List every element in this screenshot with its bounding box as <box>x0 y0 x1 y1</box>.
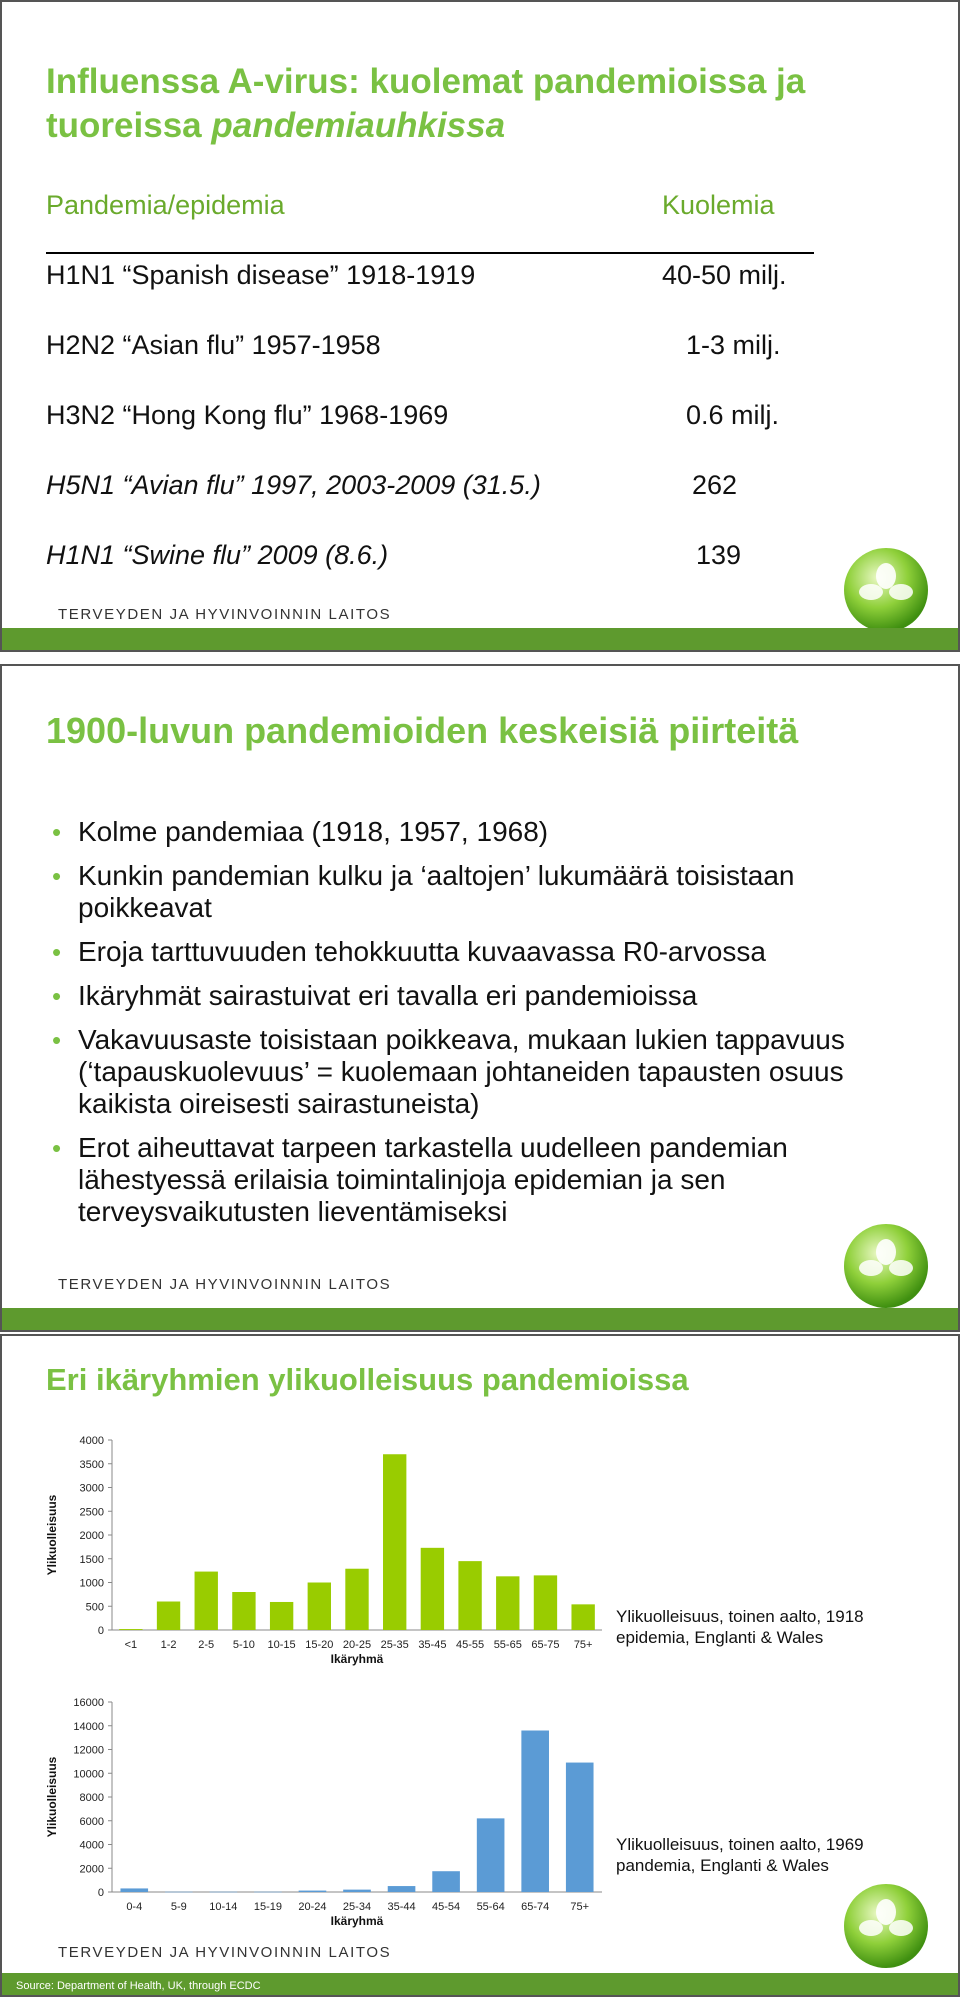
chart-1969-x-tick-label: 20-24 <box>298 1901 327 1913</box>
chart-1918-y-tick-label: 1000 <box>79 1577 104 1590</box>
slide-1-title-line1: Influenssa A-virus: kuolemat pandemioissa ja <box>46 62 806 101</box>
slide-3-title: Eri ikäryhmien ylikuolleisuus pandemioissa <box>46 1362 689 1397</box>
chart-1969-x-tick-label: 75+ <box>570 1901 590 1913</box>
source-note: Source: Department of Health, UK, through ECDC <box>16 1980 261 1992</box>
chart-1969-bar-0 <box>120 1888 148 1892</box>
chart-1918-x-tick-label: 75+ <box>573 1639 593 1651</box>
chart-1969-y-tick-label: 12000 <box>73 1744 104 1757</box>
bullet-list <box>52 816 912 1240</box>
row-event-1: H2N2 “Asian flu” 1957-1958 <box>46 330 381 360</box>
chart-1918-x-tick-label: 2-5 <box>198 1639 215 1651</box>
slide-1-bottom-bar <box>2 628 958 650</box>
row-deaths-3: 262 <box>692 470 738 500</box>
chart-1969-bar-6 <box>388 1886 416 1892</box>
slide-1-title-line2b: pandemiauhkissa <box>211 106 506 145</box>
chart-1918-bar-5 <box>308 1583 331 1631</box>
chart-1918-x-tick-label: 15-20 <box>305 1639 334 1651</box>
chart-1969-bar-10 <box>566 1763 594 1892</box>
bullet-item: • Eroja tarttuvuuden tehokkuutta kuvaavassa R0-arvossa <box>52 936 912 968</box>
slide-3-footer: TERVEYDEN JA HYVINVOINNIN LAITOS <box>58 1944 392 1961</box>
chart-1918-y-tick-label: 3000 <box>79 1482 104 1495</box>
chart-1969-x-tick-label: 45-54 <box>432 1901 461 1913</box>
row-deaths-1: 1-3 milj. <box>686 330 781 360</box>
chart-1969-bar-2 <box>210 1892 238 1893</box>
chart-1969-x-tick-label: 15-19 <box>253 1901 282 1913</box>
chart-1918-bar-9 <box>458 1561 481 1630</box>
chart-1969-y-tick-label: 8000 <box>79 1792 104 1804</box>
slide-2-bottom-bar <box>2 1308 958 1330</box>
row-event-4: H1N1 “Swine flu” 2009 (8.6.) <box>46 540 389 570</box>
chart-1969-y-tick-label: 2000 <box>79 1863 104 1876</box>
row-event-2: H3N2 “Hong Kong flu” 1968-1969 <box>46 400 449 430</box>
bullet-item: • Kolme pandemiaa (1918, 1957, 1968) <box>52 816 912 848</box>
chart-1918-x-tick-label: 5-10 <box>232 1639 255 1651</box>
table-header-rule <box>46 252 814 254</box>
chart-1918-y-tick-label: 2500 <box>79 1506 104 1519</box>
thl-orb-icon <box>838 1878 934 1974</box>
chart-1969-x-tick-label: 10-14 <box>209 1901 238 1913</box>
chart-1969-y-tick-label: 6000 <box>79 1815 104 1828</box>
bullet-item: • Ikäryhmät sairastuivat eri tavalla eri pandemioissa <box>52 980 912 1012</box>
chart-1918-bar-2 <box>195 1572 218 1630</box>
chart-1918-bar-3 <box>232 1592 255 1630</box>
row-deaths-2: 0.6 milj. <box>686 400 780 430</box>
chart-1918-x-tick-label: 1-2 <box>160 1639 177 1651</box>
chart-1918-x-tick-label: 25-35 <box>380 1639 409 1651</box>
chart-1969-x-axis-label: Ikäryhmä <box>330 1914 384 1928</box>
chart-1918-x-tick-label: 55-65 <box>493 1639 522 1651</box>
chart-1969-x-tick-label: 0-4 <box>126 1901 143 1913</box>
chart-1969-bar-5 <box>343 1890 371 1892</box>
chart-1918-x-tick-label: 10-15 <box>267 1639 296 1651</box>
slide-1-footer: TERVEYDEN JA HYVINVOINNIN LAITOS <box>58 606 392 623</box>
chart-1969-bar-1 <box>165 1892 193 1893</box>
slide-1-title <box>46 60 805 148</box>
row-event-3: H5N1 “Avian flu” 1997, 2003-2009 (31.5.) <box>46 470 541 500</box>
chart-1918-bar-8 <box>421 1548 444 1630</box>
chart-1918-y-tick-label: 2000 <box>79 1530 104 1542</box>
row-deaths-4: 139 <box>696 540 742 570</box>
slide-3 <box>0 1334 960 1997</box>
chart-1918-x-tick-label: 45-55 <box>456 1639 485 1651</box>
chart-1918-bar-11 <box>534 1575 557 1630</box>
chart-1969-bar-3 <box>254 1892 282 1893</box>
slide-1-title-line2a: tuoreissa <box>46 106 212 145</box>
slide-2-title: 1900-luvun pandemioiden keskeisiä piirteitä <box>46 710 799 751</box>
slide-2-footer: TERVEYDEN JA HYVINVOINNIN LAITOS <box>58 1276 392 1293</box>
chart-1969-bar-7 <box>432 1871 460 1892</box>
chart-1969-x-tick-label: 5-9 <box>170 1901 187 1913</box>
chart-1918-bar-10 <box>496 1576 519 1630</box>
chart-1969-y-tick-label: 14000 <box>73 1720 104 1733</box>
chart-1918-bar-6 <box>345 1569 368 1630</box>
chart-1918-bar-1 <box>157 1602 180 1631</box>
chart-1918-y-tick-label: 1500 <box>79 1553 104 1566</box>
chart-1918-note: Ylikuolleisuus, toinen aalto, 1918 epidemia, Englanti & Wales <box>616 1607 864 1647</box>
bullet-item: • Kunkin pandemian kulku ja ‘aaltojen’ lukumäärä toisistaan poikkeavat <box>52 860 912 924</box>
chart-1918-x-tick-label: 20-25 <box>342 1639 372 1651</box>
chart-1918-bar-0 <box>119 1629 142 1630</box>
chart-1969-x-tick-label: 55-64 <box>476 1901 505 1913</box>
bullet-item: • Erot aiheuttavat tarpeen tarkastella uudelleen pandemian lähestyessä erilaisia toimintalinjoja epidemian ja sen terveysvaikutusten lieventämiseksi <box>52 1132 912 1228</box>
slide-2 <box>0 664 960 1332</box>
thl-orb-icon <box>838 542 934 638</box>
chart-1918-x-tick-label: <1 <box>124 1639 138 1651</box>
chart-1918-x-tick-label: 65-75 <box>531 1639 560 1651</box>
chart-1918-bar-12 <box>571 1604 594 1630</box>
chart-1969-y-tick-label: 16000 <box>73 1697 104 1709</box>
chart-1969-y-tick-label: 0 <box>97 1887 104 1899</box>
chart-1969 <box>42 1692 612 1942</box>
chart-1969-x-tick-label: 65-74 <box>521 1901 550 1913</box>
slide-1 <box>0 0 960 652</box>
chart-1918-bar-7 <box>383 1454 406 1630</box>
chart-1969-y-tick-label: 10000 <box>73 1768 104 1781</box>
chart-1918-y-tick-label: 3500 <box>79 1458 104 1471</box>
chart-1918-x-tick-label: 35-45 <box>418 1639 447 1651</box>
chart-1918-bar-4 <box>270 1602 293 1630</box>
chart-1918-y-tick-label: 0 <box>97 1625 104 1637</box>
col-header-event: Pandemia/epidemia <box>46 190 285 220</box>
chart-1918-x-axis-label: Ikäryhmä <box>330 1652 384 1666</box>
chart-1969-bar-4 <box>299 1891 327 1892</box>
chart-1969-note: Ylikuolleisuus, toinen aalto, 1969 pandemia, Englanti & Wales <box>616 1835 864 1875</box>
chart-1969-bar-9 <box>521 1731 549 1893</box>
chart-1969-y-tick-label: 4000 <box>79 1839 104 1852</box>
chart-1969-x-tick-label: 35-44 <box>387 1901 416 1913</box>
chart-1918 <box>42 1430 612 1680</box>
chart-1918-y-axis-label: Ylikuolleisuus <box>45 1494 59 1576</box>
col-header-deaths: Kuolemia <box>662 190 775 220</box>
chart-1969-bar-8 <box>477 1818 505 1892</box>
chart-1918-y-tick-label: 4000 <box>79 1435 104 1447</box>
chart-1969-y-axis-label: Ylikuolleisuus <box>45 1756 59 1838</box>
row-event-0: H1N1 “Spanish disease” 1918-1919 <box>46 260 476 290</box>
chart-1918-y-tick-label: 500 <box>85 1601 104 1614</box>
thl-orb-icon <box>838 1218 934 1314</box>
chart-1969-x-tick-label: 25-34 <box>342 1901 372 1913</box>
row-deaths-0: 40-50 milj. <box>662 260 787 290</box>
bullet-item: • Vakavuusaste toisistaan poikkeava, mukaan lukien tappavuus (‘tapauskuolevuus’ = kuolemaan johtaneiden tapausten osuus kaikista oireisesti sairastuneista) <box>52 1024 912 1120</box>
